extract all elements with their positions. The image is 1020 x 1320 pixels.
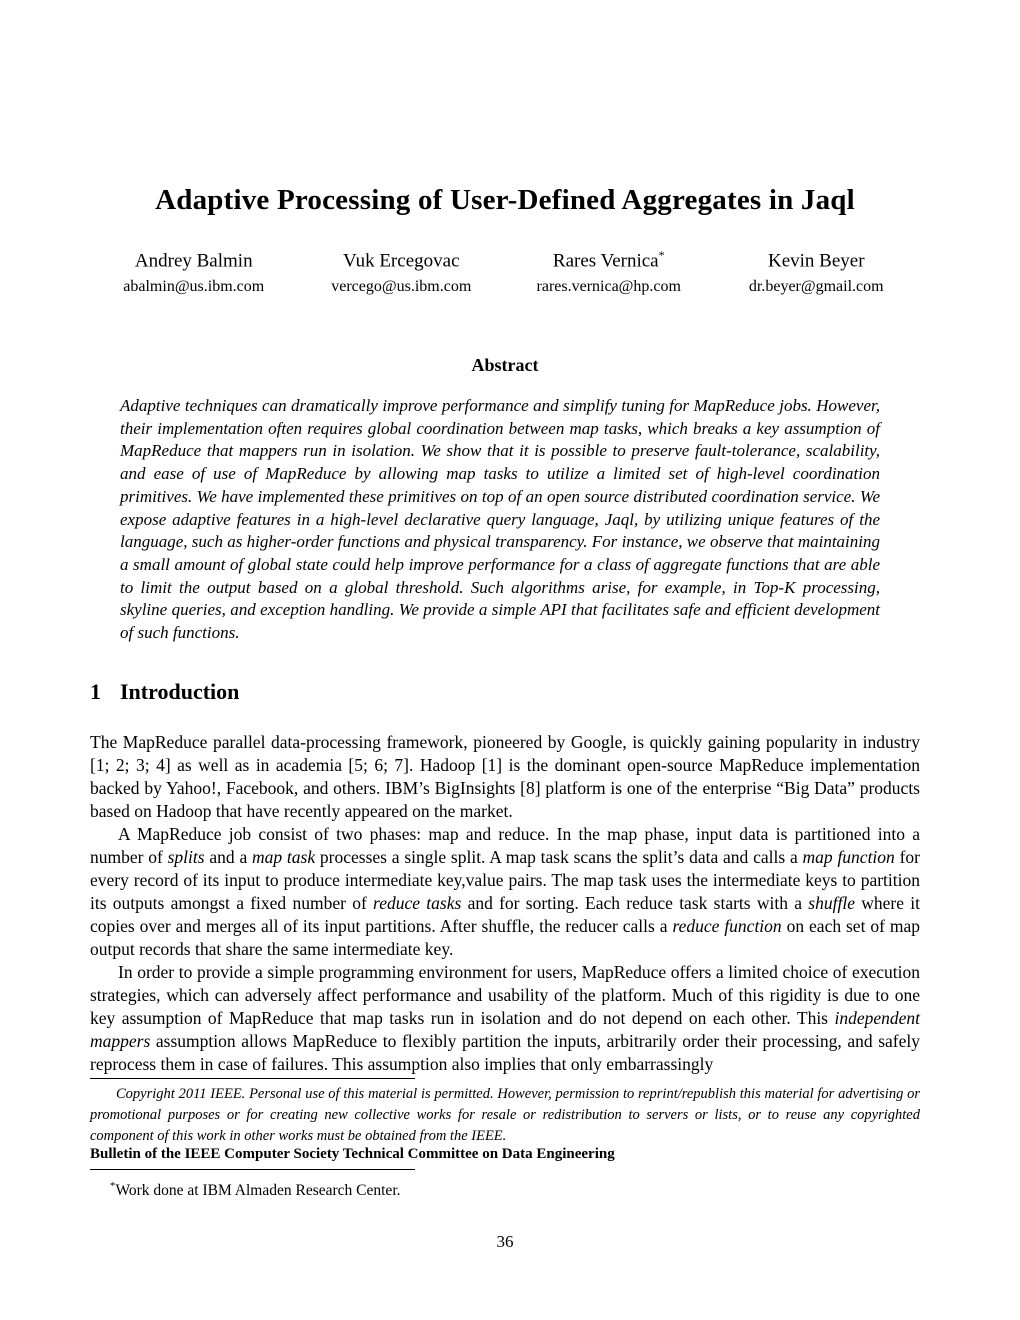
author — [505, 244, 713, 296]
author-name-text: Andrey Balmin — [134, 250, 253, 272]
author — [90, 244, 298, 296]
author-name — [713, 244, 921, 272]
footnote-marker: * — [110, 1180, 116, 1192]
author-email: dr.beyer@gmail.com — [748, 278, 884, 296]
author-email: rares.vernica@hp.com — [536, 278, 681, 296]
paragraph: A MapReduce job consist of two phases: map and reduce. In the map phase, input data is partitioned into a number of splits and a map task processes a single split. A map task scans the split’s data and calls a map function for every record of its input to produce intermediate key,value pairs. The map task uses the intermediate keys to partition its outputs amongst a fixed number of reduce tasks and for sorting. Each reduce task starts with a shuffle where it copies over and merges all of its input partitions. After shuffle, the reducer calls a reduce function on each set of map output records that share the same intermediate key. — [90, 824, 921, 959]
author-name — [505, 244, 713, 272]
page-number: 36 — [496, 1232, 514, 1251]
author-footnote — [90, 1180, 920, 1200]
author-name-text: Vuk Ercegovac — [343, 250, 460, 272]
section-title: Introduction — [120, 679, 240, 704]
author-note-marker: * — [658, 248, 665, 262]
abstract-heading: Abstract — [471, 355, 539, 375]
paragraph: The MapReduce parallel data-processing framework, pioneered by Google, is quickly gaining popularity in industry [1; 2; 3; 4] as well as in academia [5; 6; 7]. Hadoop [1] is the dominant open-source MapReduce implementation backed by Yahoo!, Facebook, and others. IBM’s BigInsights [8] platform is one of the enterprise “Big Data” products based on Hadoop that have recently appeared on the market. — [90, 732, 920, 821]
footnote-rule — [90, 1169, 415, 1170]
author-email: abalmin@us.ibm.com — [123, 278, 265, 296]
author-name — [90, 244, 298, 272]
introduction-body — [90, 731, 920, 1076]
author-name-text: Rares Vernica — [552, 250, 659, 272]
author-email: vercego@us.ibm.com — [331, 278, 472, 296]
section-number: 1 — [90, 679, 101, 704]
copyright-text: Copyright 2011 IEEE. Personal use of this material is permitted. However, permission to reprint/republish this material for advertising or promotional purposes or for creating new collective works for resale or redistribution to servers or lists, or to reuse any copyrighted component of this work in other works must be obtained from the IEEE. — [90, 1086, 920, 1144]
footnote-text: Work done at IBM Almaden Research Center. — [115, 1182, 401, 1200]
author — [298, 244, 506, 296]
section-heading — [90, 679, 239, 705]
author-block — [90, 244, 920, 296]
bulletin-text: Bulletin of the IEEE Computer Society Technical Committee on Data Engineering — [90, 1146, 615, 1162]
author-name — [298, 244, 506, 272]
author — [713, 244, 921, 296]
abstract-text: Adaptive techniques can dramatically improve performance and simplify tuning for MapReduce jobs. However, their implementation often requires global coordination between map tasks, which breaks a key assumption of MapReduce that mappers run in isolation. We show that it is possible to preserve fault-tolerance, scalability, and ease of use of MapReduce by allowing map tasks to utilize a limited set of high-level coordination primitives. We have implemented these primitives on top of an open source distributed coordination service. We expose adaptive features in a high-level declarative query language, Jaql, by utilizing unique features of the language, such as higher-order functions and physical transparency. For instance, we observe that maintaining a small amount of global state could help improve performance for a class of aggregate functions that are able to limit the output based on a global threshold. Such algorithms arise, for example, in Top-K processing, skyline queries, and exception handling. We provide a simple API that facilitates safe and efficient development of such functions. — [120, 396, 880, 643]
page-title: Adaptive Processing of User-Defined Aggregates in Jaql — [155, 184, 855, 216]
paragraph: In order to provide a simple programming environment for users, MapReduce offers a limited choice of execution strategies, which can adversely affect performance and usability of the platform. Much of this rigidity is due to one key assumption of MapReduce that map tasks run in isolation and do not depend on each other. This independent mappers assumption allows MapReduce to flexibly partition the inputs, arbitrarily order their processing, and safely reprocess them in case of failures. This assumption also implies that only embarrassingly — [90, 962, 920, 1074]
footnote-rule — [90, 1078, 415, 1079]
author-name-text: Kevin Beyer — [767, 250, 865, 272]
